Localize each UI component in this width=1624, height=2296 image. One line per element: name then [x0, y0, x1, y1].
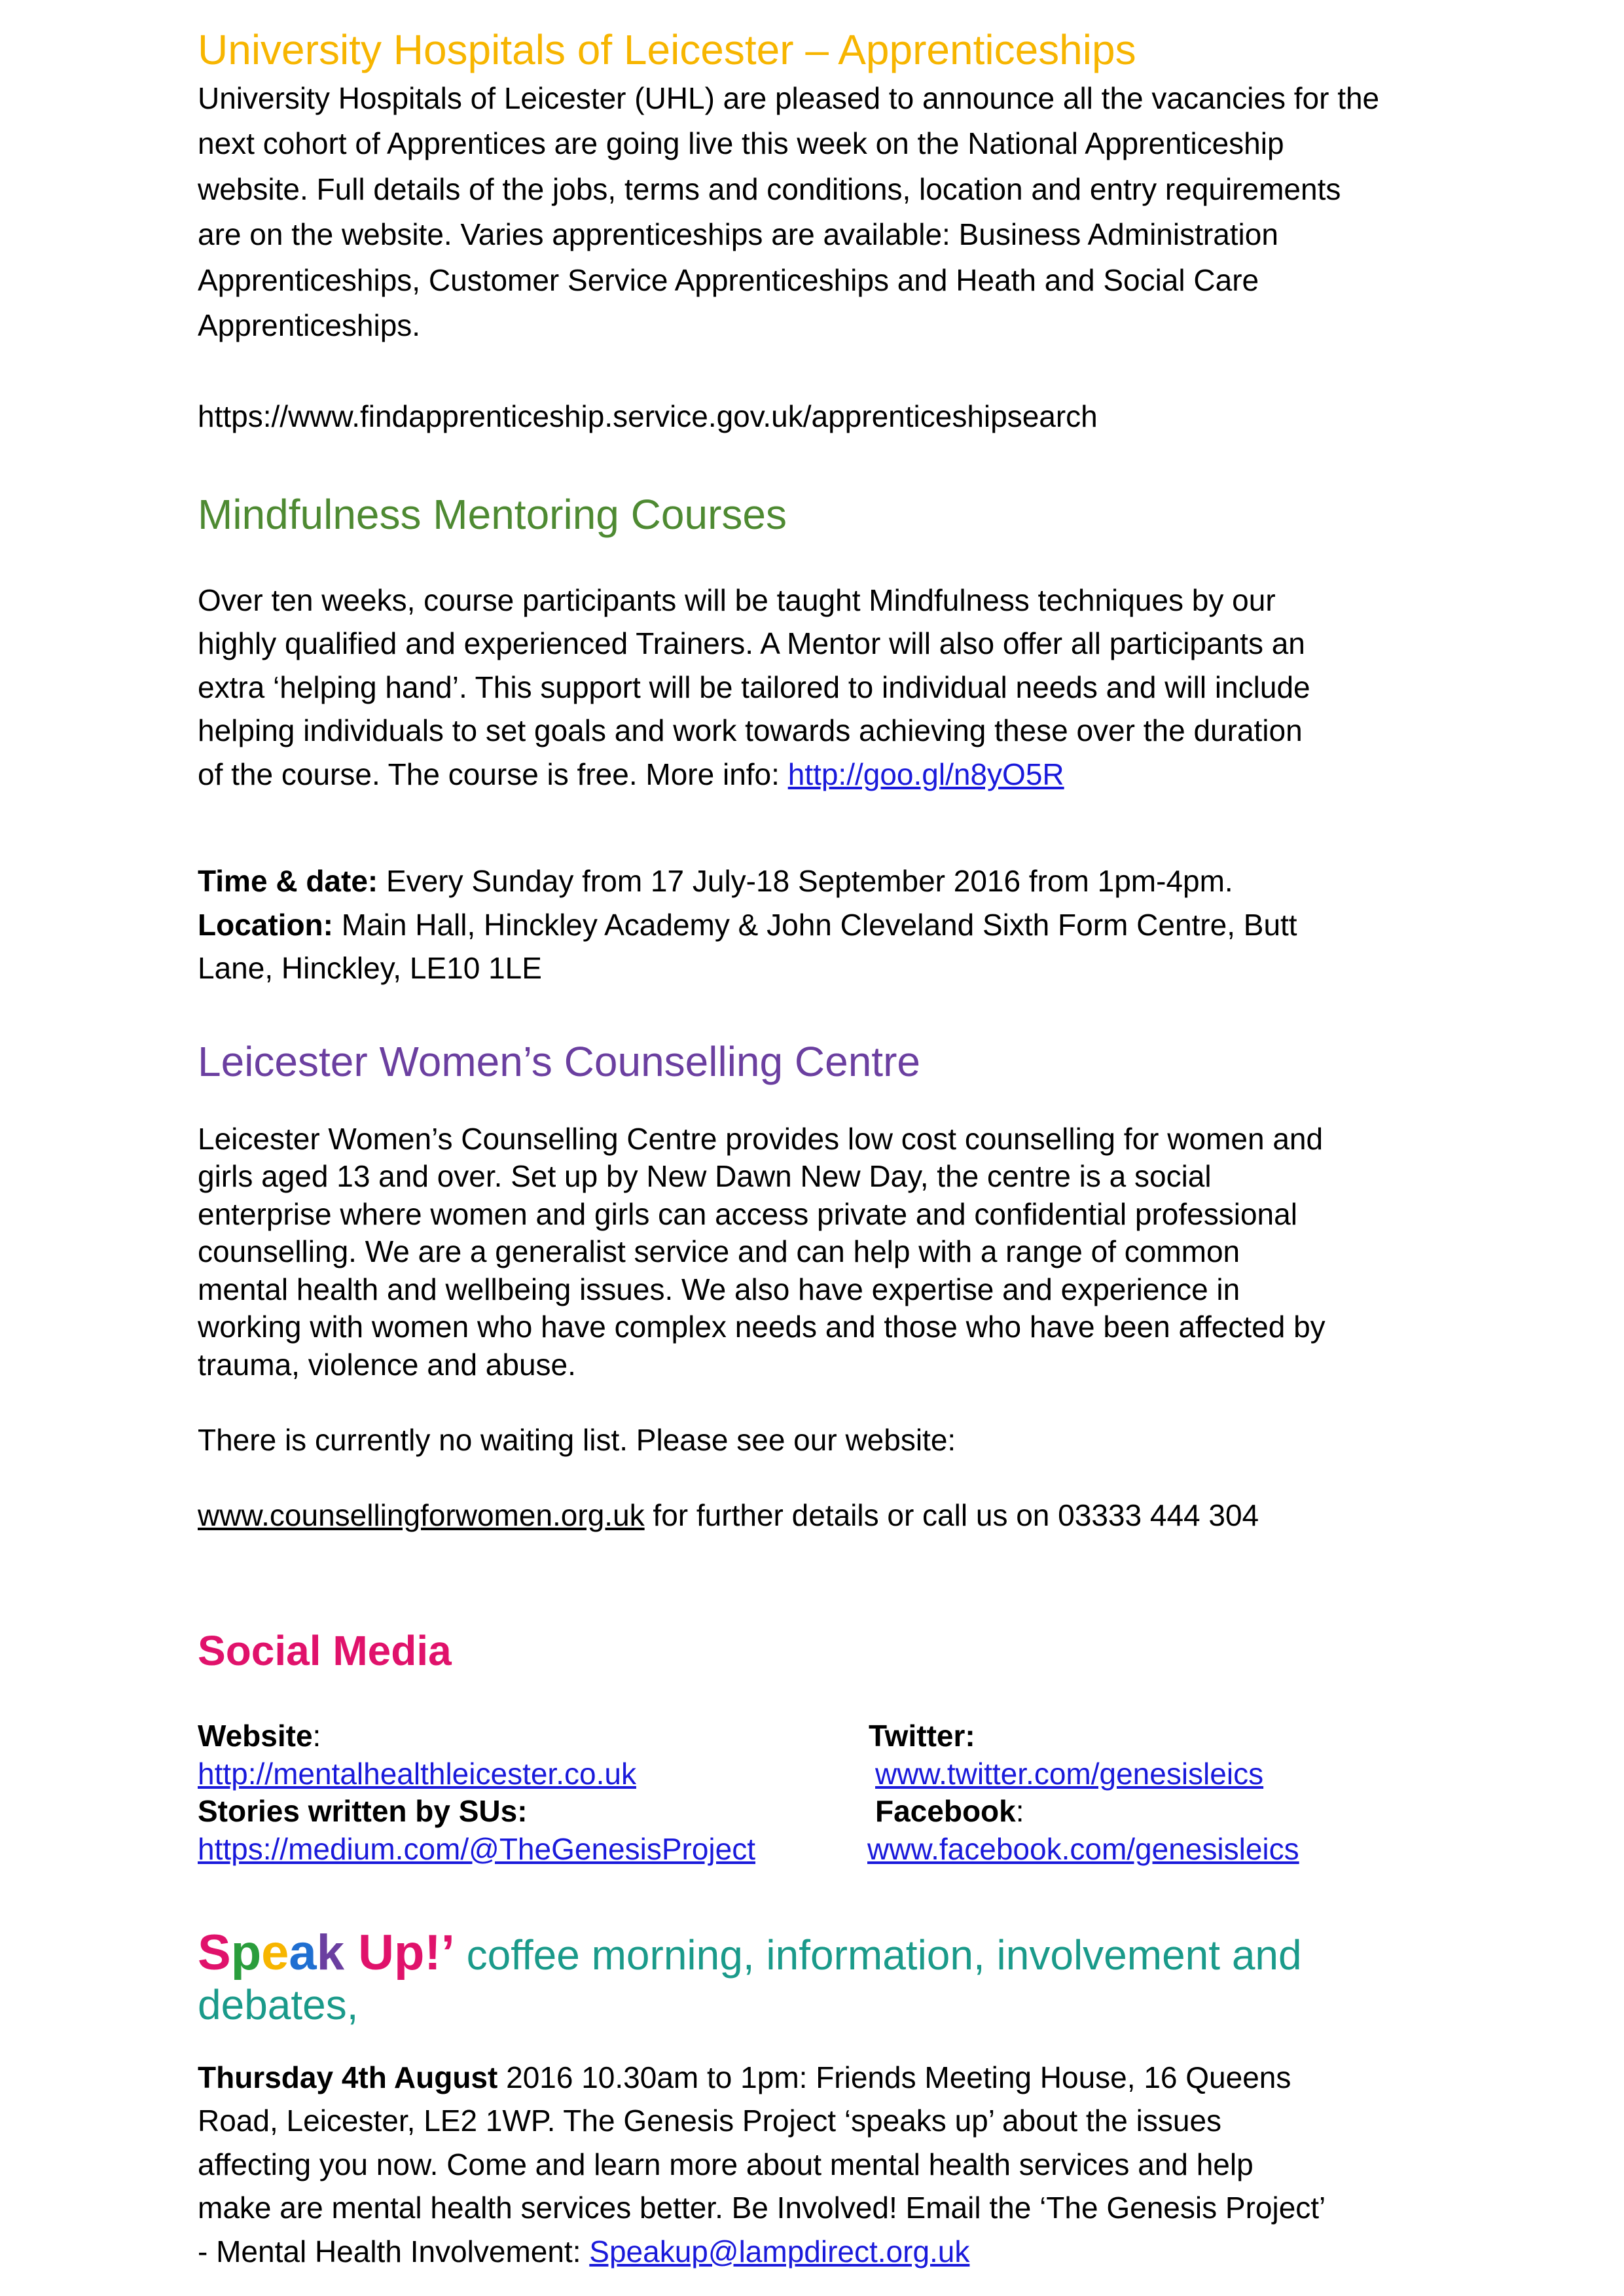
lwcc-line: counselling. We are a generalist service and can help with a range of common: [198, 1234, 1240, 1269]
lwcc-waiting: There is currently no waiting list. Please see our website:: [198, 1422, 956, 1457]
facebook-label: Facebook: [875, 1794, 1016, 1828]
lwcc-line: girls aged 13 and over. Set up by New Dawn New Day, the centre is a social: [198, 1159, 1212, 1194]
lwcc-section: [198, 1038, 1441, 1534]
lwcc-line: mental health and wellbeing issues. We also have expertise and experience in: [198, 1272, 1240, 1306]
social-title: Social Media: [198, 1627, 452, 1674]
speakup-section: [198, 1924, 1441, 2273]
facebook-label-wrap: [875, 1793, 1024, 1831]
speakup-title-p: p: [230, 1925, 262, 1981]
website-label-wrap: [198, 1717, 321, 1755]
social-grid: [198, 1717, 1441, 1868]
uhl-url: https://www.findapprenticeship.service.gov.uk/apprenticeshipsearch: [198, 399, 1098, 434]
social-row: [198, 1755, 1441, 1793]
speakup-line-1: [198, 2056, 1441, 2100]
speakup-body: [198, 2056, 1441, 2274]
mindfulness-line: highly qualified and experienced Trainers. A Mentor will also offer all participants an: [198, 626, 1305, 661]
speakup-line: make are mental health services better. Be Involved! Email the ‘The Genesis Project’: [198, 2191, 1326, 2225]
speakup-last-line: [198, 2230, 1441, 2274]
lwcc-body: [198, 1121, 1441, 1535]
more-info-link[interactable]: http://goo.gl/n8yO5R: [787, 757, 1064, 791]
uhl-line: are on the website. Varies apprenticeships are available: Business Administration: [198, 217, 1278, 252]
stories-link[interactable]: https://medium.com/@TheGenesisProject: [198, 1831, 756, 1866]
speakup-line: affecting you now. Come and learn more about mental health services and help: [198, 2147, 1254, 2181]
mindfulness-body: [198, 579, 1441, 797]
speakup-title: [198, 1924, 1441, 2030]
speakup-last-text: - Mental Health Involvement:: [198, 2234, 590, 2269]
lwcc-website-line: [198, 1497, 1441, 1535]
speakup-email-link[interactable]: Speakup@lampdirect.org.uk: [589, 2234, 970, 2269]
speakup-title-tail: coffee morning, information, involvement and debates,: [198, 1931, 1302, 2029]
speakup-line1-rest: 2016 10.30am to 1pm: Friends Meeting House, 16 Queens: [497, 2060, 1291, 2094]
uhl-section: [198, 26, 1441, 440]
twitter-link[interactable]: www.twitter.com/genesisleics: [875, 1756, 1264, 1791]
uhl-line: next cohort of Apprentices are going live this week on the National Apprenticeship: [198, 126, 1284, 161]
location-line: [198, 903, 1441, 947]
facebook-colon: :: [1015, 1794, 1024, 1828]
stories-label: Stories written by SUs:: [198, 1794, 528, 1828]
twitter-label: Twitter:: [869, 1719, 975, 1753]
mindfulness-title: Mindfulness Mentoring Courses: [198, 491, 787, 538]
facebook-link[interactable]: www.facebook.com/genesisleics: [867, 1831, 1299, 1866]
location-label: Location:: [198, 907, 333, 942]
lwcc-line: Leicester Women’s Counselling Centre provides low cost counselling for women and: [198, 1121, 1324, 1156]
speakup-title-up: Up!’: [344, 1925, 455, 1981]
time-date-value: Every Sunday from 17 July-18 September 2016 from 1pm-4pm.: [378, 864, 1233, 899]
uhl-line: University Hospitals of Leicester (UHL) are pleased to announce all the vacancies for the: [198, 81, 1380, 115]
mindfulness-details: [198, 859, 1441, 990]
time-date-line: [198, 859, 1441, 903]
website-colon: :: [312, 1719, 321, 1753]
speakup-title-k: k: [316, 1925, 344, 1981]
lwcc-website-tail: for further details or call us on 03333 444 304: [644, 1498, 1259, 1532]
uhl-body: [198, 76, 1441, 440]
lwcc-website-link[interactable]: www.counsellingforwomen.org.uk: [198, 1498, 645, 1532]
social-row: [198, 1793, 1441, 1831]
mindfulness-last-line: [198, 753, 1441, 797]
lwcc-title: Leicester Women’s Counselling Centre: [198, 1038, 920, 1085]
speakup-title-e: e: [261, 1925, 289, 1981]
speakup-title-s: S: [198, 1925, 231, 1981]
social-row: [198, 1717, 1441, 1755]
mindfulness-line: extra ‘helping hand’. This support will be tailored to individual needs and will include: [198, 670, 1310, 704]
website-label: Website: [198, 1719, 313, 1753]
mindfulness-section: [198, 491, 1441, 990]
uhl-line: Apprenticeships, Customer Service Apprenticeships and Heath and Social Care: [198, 262, 1259, 297]
lwcc-line: enterprise where women and girls can access private and confidential professional: [198, 1196, 1297, 1231]
uhl-line: website. Full details of the jobs, terms and conditions, location and entry requirements: [198, 171, 1341, 206]
website-link[interactable]: http://mentalhealthleicester.co.uk: [198, 1756, 636, 1791]
location-value: Main Hall, Hinckley Academy & John Cleveland Sixth Form Centre, Butt: [333, 907, 1297, 942]
speakup-title-a: a: [289, 1925, 317, 1981]
mindfulness-line: helping individuals to set goals and work towards achieving these over the duration: [198, 713, 1303, 748]
social-section: [198, 1627, 1441, 1866]
location-line-2: Lane, Hinckley, LE10 1LE: [198, 951, 542, 986]
lwcc-line: working with women who have complex needs and those who have been affected by: [198, 1310, 1326, 1344]
lwcc-line: trauma, violence and abuse.: [198, 1347, 576, 1382]
social-row: [198, 1831, 1441, 1869]
uhl-title: University Hospitals of Leicester – Apprenticeships: [198, 26, 1136, 73]
speakup-date: Thursday 4th August: [198, 2060, 498, 2094]
time-date-label: Time & date:: [198, 864, 378, 899]
speakup-line: Road, Leicester, LE2 1WP. The Genesis Project ‘speaks up’ about the issues: [198, 2104, 1222, 2138]
mindfulness-line: Over ten weeks, course participants will be taught Mindfulness techniques by our: [198, 583, 1276, 617]
uhl-line: Apprenticeships.: [198, 308, 421, 343]
mindfulness-last-text: of the course. The course is free. More info:: [198, 757, 788, 791]
